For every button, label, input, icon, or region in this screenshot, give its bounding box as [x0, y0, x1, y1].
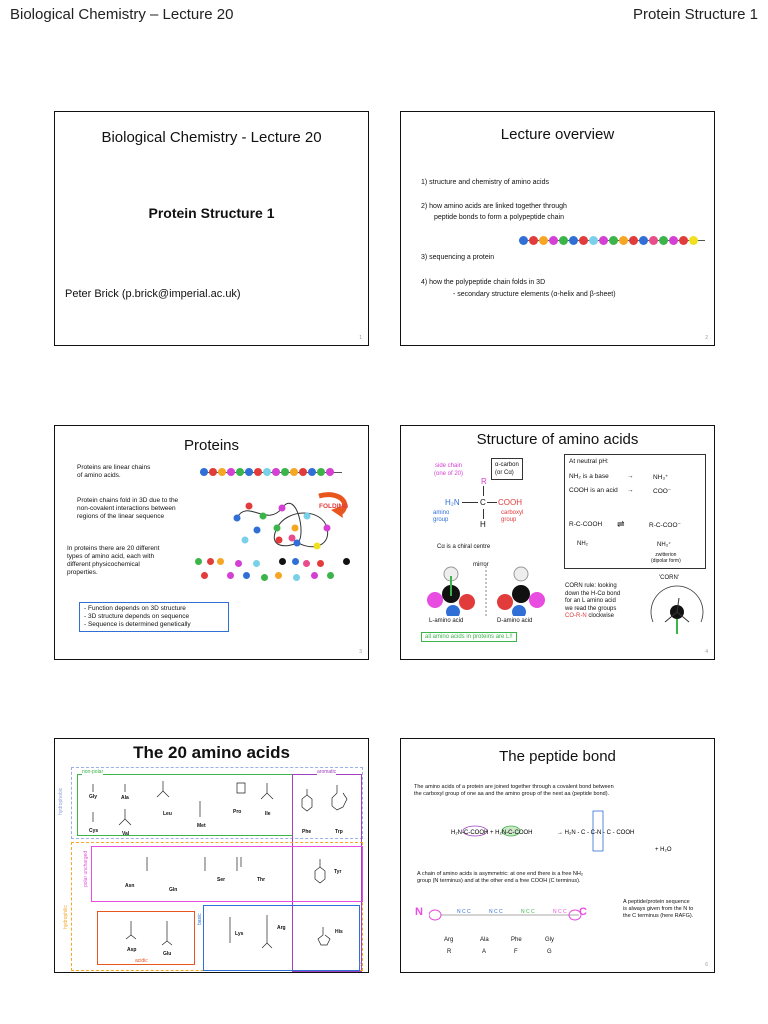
para: In proteins there are 20 different types of amino acid, each with different physicochemical properties.	[67, 545, 160, 576]
residue-code: A	[482, 949, 487, 955]
residue-name: Gly	[545, 937, 554, 943]
alpha-carbon-label: α-carbon (or Cα)	[491, 458, 523, 480]
para: A peptide/protein sequence is always given from the N to the C terminus (here RAFG).	[623, 899, 694, 919]
page-number: 1	[359, 335, 362, 341]
slide-title: Lecture overview	[500, 126, 615, 143]
chiral-note: Cα is a chiral centre	[437, 544, 491, 550]
aa-phe: Phe	[302, 829, 312, 835]
svg-text:H₂N-C-COOH + H₂N-C-COOH: H₂N-C-COOH + H₂N-C-COOH	[451, 830, 533, 836]
overview-item: - secondary structure elements (α-helix and β-sheet)	[453, 291, 616, 298]
loose-beads	[195, 558, 355, 584]
svg-text:→ H₂N - C - C-N - C - COOH: → H₂N - C - C-N - C - COOH	[557, 830, 635, 836]
summary-box: - Function depends on 3D structure - 3D structure depends on sequence - Sequence is determined genetically	[79, 602, 229, 632]
aa-ile: Ile	[265, 811, 271, 817]
aa-arg: Arg	[277, 925, 286, 931]
slide-6	[400, 738, 715, 973]
overview-item: 3) sequencing a protein	[421, 254, 495, 261]
peptide-bond-reaction	[447, 807, 687, 857]
hydrogen: H	[480, 520, 486, 529]
page-number: 6	[705, 962, 708, 968]
aa-asp: Asp	[127, 947, 137, 953]
slide-5	[54, 738, 369, 973]
amino-acid-structures	[55, 739, 368, 972]
basic-label: basic	[197, 913, 203, 925]
aa-ser: Ser	[217, 877, 226, 883]
slide-4	[400, 425, 715, 660]
aa-tyr: Tyr	[334, 869, 342, 875]
enantiomer-models	[423, 566, 553, 616]
aa-thr: Thr	[257, 877, 266, 883]
nonpolar-label: non-polar	[82, 769, 104, 775]
overview-item: 4) how the polypeptide chain folds in 3D	[421, 279, 546, 286]
svg-text:N C C: N C C	[489, 909, 503, 915]
carboxyl-group-label: carboxyl group	[501, 510, 524, 523]
n-terminus: N	[415, 906, 423, 918]
bead-chain	[200, 468, 350, 478]
residue-name: Arg	[444, 937, 454, 943]
svg-text:+ H₂O: + H₂O	[655, 847, 672, 853]
mirror-label: mirror	[473, 562, 489, 568]
para: A chain of amino acids is asymmetric: at one end there is a free NH₂ group (N terminus) and at the other end a free COOH (C terminus).	[417, 871, 583, 884]
page-number: 5	[359, 962, 362, 968]
overview-item: 1) structure and chemistry of amino acids	[421, 179, 549, 186]
overview-item: 2) how amino acids are linked together through	[421, 203, 567, 210]
aa-his: His	[335, 929, 343, 935]
svg-text:N C C: N C C	[553, 909, 567, 915]
amine: H₂N	[445, 498, 460, 507]
c-terminus: C	[579, 906, 587, 918]
corn-rule-diagram	[645, 582, 709, 642]
aa-asn: Asn	[125, 883, 135, 889]
corn-rule: CORN rule: looking down the H-Cα bond for an L amino acid we read the groups CO-R-N clockwise	[565, 583, 621, 619]
svg-text:N C C: N C C	[521, 909, 535, 915]
para: Proteins are linear chains of amino acids.	[77, 464, 151, 479]
l-amino-acid-label: L-amino acid	[429, 618, 464, 624]
bead-chain	[519, 235, 705, 247]
amino-group-label: amino group	[433, 510, 450, 523]
slide-title: Structure of amino acids	[476, 431, 639, 448]
tetrapeptide-structure	[429, 899, 585, 929]
aa-val: Val	[122, 831, 130, 837]
aa-trp: Trp	[335, 829, 343, 835]
page-header-right: Protein Structure 1	[632, 6, 758, 23]
aa-pro: Pro	[233, 809, 242, 815]
para: The amino acids of a protein are joined together through a covalent bond between the carboxyl group of one aa and the amino group of the next aa (peptide bond).	[414, 784, 614, 797]
page-number: 4	[705, 649, 708, 655]
corn-label: 'CORN'	[659, 575, 679, 581]
aa-glu: Glu	[163, 951, 172, 957]
aa-leu: Leu	[163, 811, 172, 817]
residue-code: F	[514, 949, 518, 955]
folded-chain-illustration	[227, 488, 367, 558]
aa-ala: Ala	[121, 795, 129, 801]
slide-title: The peptide bond	[499, 748, 616, 765]
overview-item: peptide bonds to form a polypeptide chain	[434, 214, 564, 221]
aa-cys: Cys	[89, 828, 99, 834]
hydrophilic-label: hydrophilic	[63, 905, 69, 929]
polar-label: polar uncharged	[83, 850, 89, 887]
page-header-left: Biological Chemistry – Lecture 20	[10, 6, 234, 23]
aa-lys: Lys	[235, 931, 244, 937]
author: Peter Brick (p.brick@imperial.ac.uk)	[65, 288, 241, 300]
slide-title: The 20 amino acids	[133, 743, 290, 762]
svg-text:N C C: N C C	[457, 909, 471, 915]
page-number: 2	[705, 335, 708, 341]
page-number: 3	[359, 649, 362, 655]
aa-gln: Gln	[169, 887, 178, 893]
slide-3	[54, 425, 369, 660]
aromatic-label: aromatic	[317, 769, 337, 775]
folding-label: FOLDING	[319, 503, 349, 510]
slide-title: Proteins	[183, 437, 240, 454]
aa-met: Met	[197, 823, 206, 829]
residue-code: G	[547, 949, 552, 955]
slide-2	[400, 111, 715, 346]
slide-title: Biological Chemistry - Lecture 20	[101, 129, 322, 146]
residue-name: Phe	[511, 937, 522, 943]
r-group: R	[481, 477, 487, 486]
alpha-carbon: C	[480, 498, 486, 507]
slide-1	[54, 111, 369, 346]
acidic-label: acidic	[135, 958, 148, 964]
d-amino-acid-label: D-amino acid	[497, 618, 533, 624]
carboxyl: COOH	[498, 498, 522, 507]
para: Protein chains fold in 3D due to the non-covalent interactions between regions of the linear sequence	[77, 497, 179, 520]
neutral-ph-box: At neutral pH: NH₂ is a base → NH₃⁺ COOH is an acid → COO⁻ R-C-COOH ⇌ R-C-COO⁻ NH₂ NH₃⁺ zwitterion (dipolar form)	[564, 454, 706, 569]
residue-code: R	[447, 949, 452, 955]
all-l-note: all amino acids in proteins are L!!	[421, 632, 517, 642]
side-chain-label: side chain (one of 20)	[434, 463, 464, 477]
residue-name: Ala	[480, 937, 489, 943]
slide-subtitle: Protein Structure 1	[148, 205, 275, 221]
aa-gly: Gly	[89, 794, 98, 800]
hydrophobic-label: hydrophobic	[58, 787, 64, 815]
